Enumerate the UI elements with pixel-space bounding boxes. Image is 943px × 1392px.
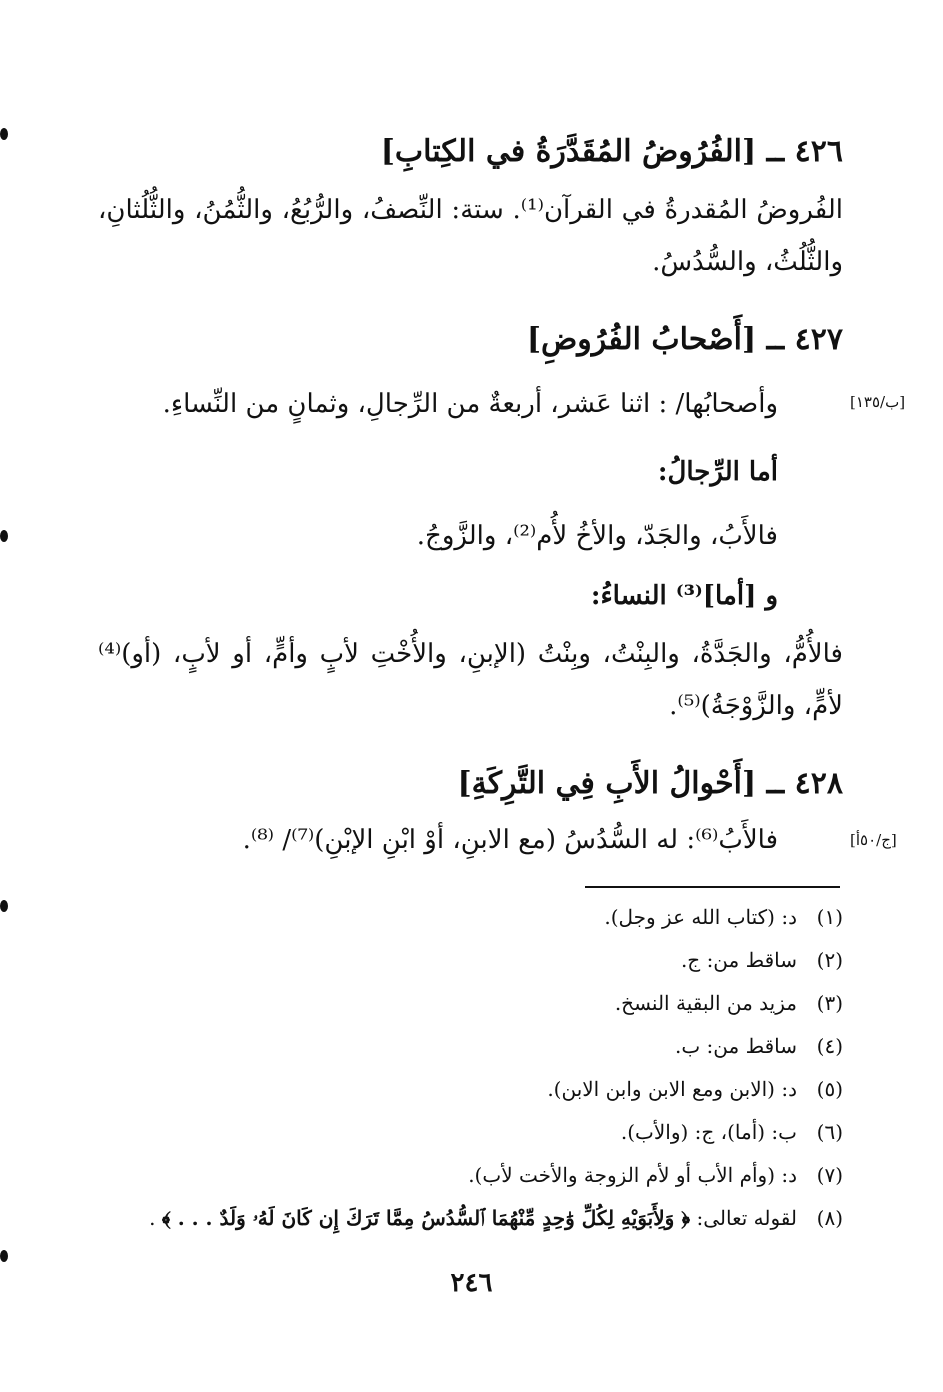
footnote-5 [83,1074,843,1104]
section-heading-426: ٤٢٦ ــ [الفُرُوضُ المُقَدَّرَةُ في الكِتابِ] [380,134,843,169]
footnote-text-end: . [149,1206,162,1230]
footnote-number: (٢) [816,948,843,972]
footnote-7 [83,1160,843,1190]
scan-edge-mark [0,530,8,542]
footnote-number: (٦) [816,1120,843,1144]
footnote-4 [83,1031,843,1061]
section-427-intro: وأصحابُها/ : اثنا عَشر، أربعةٌ من الرِّجالِ، وثمانٍ من النِّساءِ. [162,389,778,419]
footnote-number: (٥) [816,1077,843,1101]
footnote-separator [585,886,840,888]
footnote-number: (١) [816,905,843,929]
footnote-6 [83,1117,843,1147]
footnote-number: (٣) [816,991,843,1015]
men-list: فالأَبُ، والجَدّ، والأخُ لأُم⁽²⁾، والزَّوجُ. [416,521,778,551]
section-heading-427: ٤٢٧ ــ [أَصْحابُ الفُرُوضِ] [526,322,843,357]
footnote-text: د: (كتاب الله عز وجل). [604,905,797,929]
footnote-number: (٧) [816,1163,843,1187]
footnote-8 [83,1203,843,1233]
scan-edge-mark [0,900,8,912]
footnote-number: (٤) [816,1034,843,1058]
scan-edge-mark [0,128,8,140]
footnote-text: ساقط من: ب. [675,1034,797,1058]
footnote-3 [83,988,843,1018]
section-426-body: الفُروضُ المُقدرةُ في القرآن⁽¹⁾. ستة: النِّصفُ، والرُّبُعُ، والثُّمُنُ، والثُّلُثانِ، والثُّلُثُ، والسُّدُسُ. [98,195,843,277]
women-list: فالأُمُّ، والجَدَّةُ، والبِنْتُ، وبِنْتُ (الإبنِ، والأُخْتِ لأبٍ وأمٍّ، أو لأبٍ، (أو)⁽⁴⁾ لأمٍّ، والزَّوْجَةُ)⁽⁵⁾. [98,639,843,721]
footnote-1 [83,902,843,932]
men-label: أما الرِّجالُ: [657,457,778,487]
footnote-number: (٨) [816,1206,843,1230]
scan-edge-mark [0,1250,8,1262]
margin-reference-j50a: [ج/٥٠أ] [850,831,897,849]
footnote-text: د: (وأم الأب أو لأم الزوجة والأخت لأب). [468,1163,797,1187]
footnote-text: د: (الابن ومع الابن وابن الابن). [547,1077,797,1101]
women-label: و [أما]⁽³⁾ النساءُ: [590,581,778,611]
footnote-text: ب: (أما)، ج: (والأب). [620,1120,797,1144]
footnote-2 [83,945,843,975]
footnote-text: مزيد من البقية النسخ. [614,991,797,1015]
page-number: ٢٤٦ [450,1268,493,1298]
footnote-text: ساقط من: ج. [680,948,797,972]
section-428-body: فالأَبُ⁽⁶⁾: له السُّدُسُ (مع الابنِ، أوْ ابْنِ الإبْنِ)⁽⁷⁾/ ⁽⁸⁾. [242,825,778,855]
footnote-text: لقوله تعالى: [690,1206,797,1230]
quran-verse: ﴿ وَلِأَبَوَيْهِ لِكُلِّ وَٰحِدٍ مِّنْهُمَا ٱلسُّدُسُ مِمَّا تَرَكَ إِن كَانَ لَهُۥ وَلَدٌ . . . ﴾ [161,1206,691,1230]
margin-reference-b135: [ب/١٣٥] [850,393,906,411]
section-heading-428: ٤٢٨ ــ [أَحْوالُ الأَبِ فِي التَّرِكَةِ] [457,766,843,801]
